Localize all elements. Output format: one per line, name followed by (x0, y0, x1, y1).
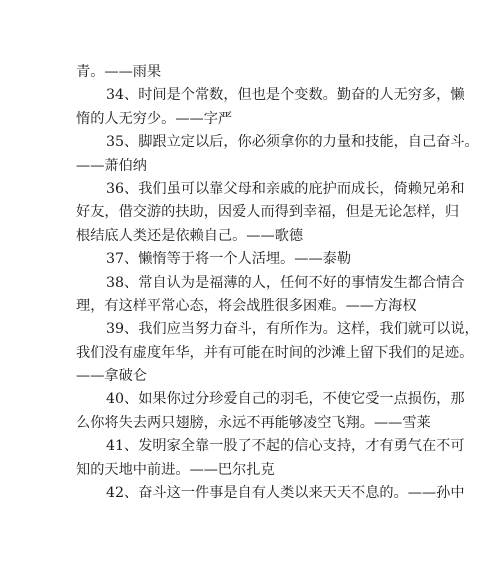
text-line: 惰的人无穷少。——字严 (76, 110, 233, 127)
text-line: 35、脚跟立定以后，你必须拿你的力量和技能，自己奋斗。 (106, 134, 479, 151)
paragraph-35 (76, 131, 479, 178)
paragraph-39 (76, 318, 479, 388)
text-line: 理，有这样平常心态，将会战胜很多困难。——方海权 (76, 297, 417, 314)
text-line: 知的天地中前进。——巴尔扎克 (76, 461, 275, 478)
text-line: ——萧伯纳 (76, 157, 147, 174)
text-line: 37、懒惰等于将一个人活埋。——泰勒 (106, 251, 352, 268)
paragraph-40 (76, 388, 465, 435)
text-line: 42、奋斗这一件事是自有人类以来天天不息的。——孙中 (106, 485, 465, 502)
paragraph-33-tail (76, 61, 446, 84)
text-line: 么你将失去两只翅膀，永远不再能够凌空飞翔。——雪莱 (76, 414, 431, 431)
text-line: 好友，借交游的扶助，因爱人而得到幸福，但是无论怎样，归 (76, 204, 460, 221)
text-line: 36、我们虽可以靠父母和亲戚的庇护而成长，倚赖兄弟和 (106, 180, 465, 197)
paragraph-36 (76, 178, 465, 248)
text-line: 我们没有虚度年华，并有可能在时间的沙滩上留下我们的足迹。 (76, 344, 474, 361)
paragraph-41 (76, 435, 465, 482)
text-line: 39、我们应当努力奋斗，有所作为。这样，我们就可以说， (106, 321, 479, 338)
paragraph-38 (76, 272, 465, 319)
text-line: 40、如果你过分珍爱自己的羽毛，不使它受一点损伤，那 (106, 391, 465, 408)
paragraph-42 (76, 482, 465, 505)
text-line: 41、发明家全靠一股了不起的信心支持，才有勇气在不可 (106, 438, 465, 455)
document-body (76, 61, 479, 505)
paragraph-34 (76, 84, 465, 131)
text-line: 38、常自认为是福薄的人，任何不好的事情发生都合情合 (106, 274, 465, 291)
text-line: 根结底人类还是依赖自己。——歌德 (76, 227, 304, 244)
text-line: 青。——雨果 (76, 64, 162, 80)
paragraph-37 (76, 248, 446, 271)
text-line: 34、时间是个常数，但也是个变数。勤奋的人无穷多，懒 (106, 87, 465, 104)
text-line: ——拿破仑 (76, 368, 147, 385)
